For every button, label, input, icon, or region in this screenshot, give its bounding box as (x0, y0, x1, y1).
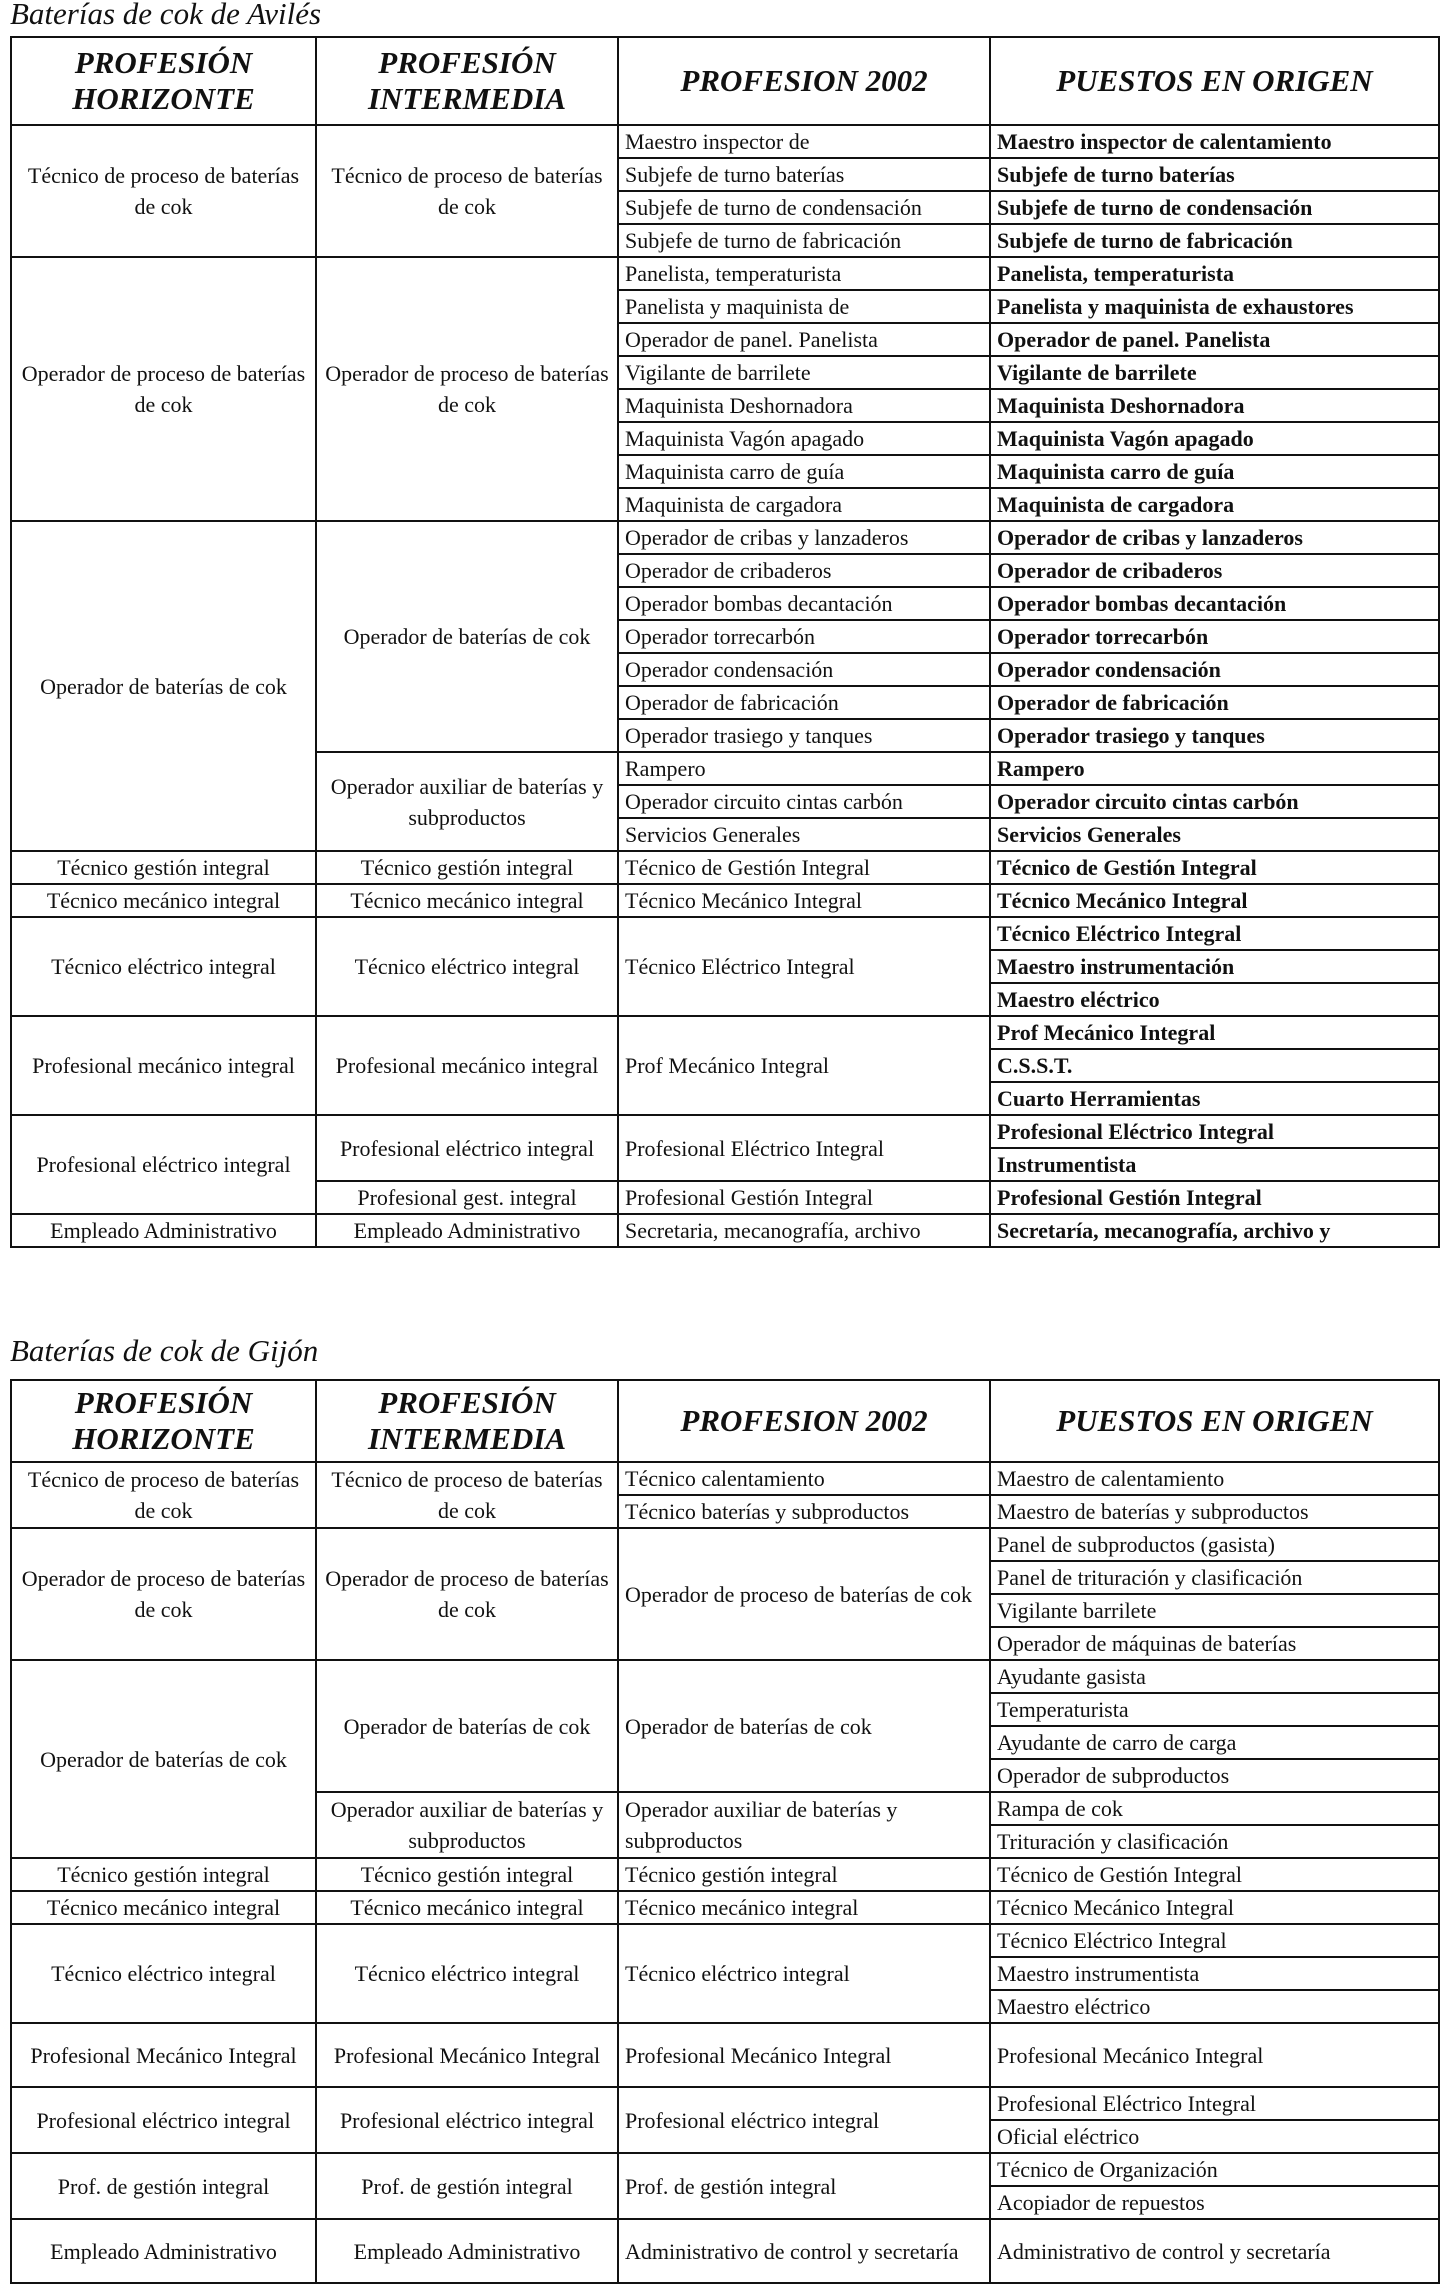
header-profesion-2002: PROFESION 2002 (618, 1380, 990, 1462)
profesion-2002-cell: Profesional Gestión Integral (618, 1181, 990, 1214)
puesto-origen-cell: Panelista y maquinista de exhaustores (990, 290, 1439, 323)
table-row (11, 917, 1439, 950)
puesto-origen-cell: Rampero (990, 752, 1439, 785)
puesto-origen-cell: Ayudante gasista (990, 1660, 1439, 1693)
puesto-origen-cell: Maestro de calentamiento (990, 1462, 1439, 1495)
header-puestos-origen: PUESTOS EN ORIGEN (990, 1380, 1439, 1462)
profesion-intermedia-cell: Técnico de proceso de baterías de cok (316, 1462, 618, 1528)
puesto-origen-cell: Maquinista Vagón apagado (990, 422, 1439, 455)
puesto-origen-cell: Técnico Mecánico Integral (990, 884, 1439, 917)
puesto-origen-cell: Servicios Generales (990, 818, 1439, 851)
profesion-horizonte-cell: Técnico de proceso de baterías de cok (11, 125, 316, 257)
table-row (11, 1462, 1439, 1495)
profesion-intermedia-cell: Operador auxiliar de baterías y subproductos (316, 752, 618, 851)
puesto-origen-cell: Operador de subproductos (990, 1759, 1439, 1792)
puesto-origen-cell: Acopiador de repuestos (990, 2186, 1439, 2219)
puesto-origen-cell: Técnico de Gestión Integral (990, 1858, 1439, 1891)
header-horizonte: PROFESIÓN HORIZONTE (11, 37, 316, 125)
header-horizonte: PROFESIÓN HORIZONTE (11, 1380, 316, 1462)
profesion-intermedia-cell: Operador de proceso de baterías de cok (316, 1528, 618, 1660)
profesion-horizonte-cell: Operador de proceso de baterías de cok (11, 257, 316, 521)
profesion-horizonte-cell: Prof. de gestión integral (11, 2153, 316, 2219)
profesion-intermedia-cell: Prof. de gestión integral (316, 2153, 618, 2219)
header-intermedia: PROFESIÓN INTERMEDIA (316, 37, 618, 125)
puesto-origen-cell: Operador de fabricación (990, 686, 1439, 719)
puesto-origen-cell: Maquinista de cargadora (990, 488, 1439, 521)
profesion-horizonte-cell: Operador de baterías de cok (11, 1660, 316, 1858)
puesto-origen-cell: Maestro inspector de calentamiento (990, 125, 1439, 158)
profesion-2002-cell: Profesional Eléctrico Integral (618, 1115, 990, 1181)
profesion-2002-cell: Operador condensación (618, 653, 990, 686)
table-row (11, 1115, 1439, 1148)
profesion-horizonte-cell: Técnico gestión integral (11, 851, 316, 884)
section-title-gijon: Baterías de cok de Gijón (10, 1333, 319, 1368)
profesion-2002-cell: Prof. de gestión integral (618, 2153, 990, 2219)
puesto-origen-cell: Técnico Mecánico Integral (990, 1891, 1439, 1924)
profesion-intermedia-cell: Operador auxiliar de baterías y subproductos (316, 1792, 618, 1858)
puesto-origen-cell: Panelista, temperaturista (990, 257, 1439, 290)
puesto-origen-cell: Técnico Eléctrico Integral (990, 1924, 1439, 1957)
profesion-2002-cell: Maquinista Deshornadora (618, 389, 990, 422)
profesion-2002-cell: Panelista, temperaturista (618, 257, 990, 290)
profesion-horizonte-cell: Técnico gestión integral (11, 1858, 316, 1891)
profesion-2002-cell: Subjefe de turno baterías (618, 158, 990, 191)
puesto-origen-cell: Subjefe de turno de fabricación (990, 224, 1439, 257)
profesion-intermedia-cell: Técnico eléctrico integral (316, 917, 618, 1016)
table-gijon (10, 1379, 1440, 2284)
profesion-intermedia-cell: Empleado Administrativo (316, 2219, 618, 2283)
table-body (11, 125, 1439, 1247)
profesion-2002-cell: Técnico baterías y subproductos (618, 1495, 990, 1528)
profesion-intermedia-cell: Técnico gestión integral (316, 851, 618, 884)
table-row (11, 521, 1439, 554)
profesion-intermedia-cell: Operador de baterías de cok (316, 1660, 618, 1792)
header-row (11, 1380, 1439, 1462)
table-row (11, 2087, 1439, 2120)
puesto-origen-cell: Operador de máquinas de baterías (990, 1627, 1439, 1660)
profesion-2002-cell: Maquinista Vagón apagado (618, 422, 990, 455)
profesion-2002-cell: Operador de panel. Panelista (618, 323, 990, 356)
puesto-origen-cell: Operador bombas decantación (990, 587, 1439, 620)
profesion-horizonte-cell: Operador de baterías de cok (11, 521, 316, 851)
puesto-origen-cell: Oficial eléctrico (990, 2120, 1439, 2153)
profesion-2002-cell: Maquinista de cargadora (618, 488, 990, 521)
puesto-origen-cell: Técnico de Gestión Integral (990, 851, 1439, 884)
puesto-origen-cell: Técnico de Organización (990, 2153, 1439, 2186)
profesion-horizonte-cell: Profesional eléctrico integral (11, 2087, 316, 2153)
profesion-2002-cell: Técnico Eléctrico Integral (618, 917, 990, 1016)
profesion-horizonte-cell: Técnico de proceso de baterías de cok (11, 1462, 316, 1528)
puesto-origen-cell: Operador circuito cintas carbón (990, 785, 1439, 818)
profesion-2002-cell: Técnico de Gestión Integral (618, 851, 990, 884)
profesion-2002-cell: Operador circuito cintas carbón (618, 785, 990, 818)
puesto-origen-cell: Administrativo de control y secretaría (990, 2219, 1439, 2283)
profesion-intermedia-cell: Empleado Administrativo (316, 1214, 618, 1247)
profesion-intermedia-cell: Profesional eléctrico integral (316, 1115, 618, 1181)
profesion-2002-cell: Subjefe de turno de fabricación (618, 224, 990, 257)
puesto-origen-cell: Profesional Gestión Integral (990, 1181, 1439, 1214)
profesion-2002-cell: Operador de fabricación (618, 686, 990, 719)
table-row (11, 1528, 1439, 1561)
profesion-2002-cell: Técnico eléctrico integral (618, 1924, 990, 2023)
profesion-2002-cell: Panelista y maquinista de (618, 290, 990, 323)
puesto-origen-cell: Maquinista Deshornadora (990, 389, 1439, 422)
puesto-origen-cell: Maestro de baterías y subproductos (990, 1495, 1439, 1528)
table-row (11, 257, 1439, 290)
puesto-origen-cell: Técnico Eléctrico Integral (990, 917, 1439, 950)
profesion-intermedia-cell: Profesional eléctrico integral (316, 2087, 618, 2153)
profesion-2002-cell: Profesional eléctrico integral (618, 2087, 990, 2153)
puesto-origen-cell: Instrumentista (990, 1148, 1439, 1181)
header-profesion-2002: PROFESION 2002 (618, 37, 990, 125)
puesto-origen-cell: Profesional Mecánico Integral (990, 2023, 1439, 2087)
table-row (11, 2153, 1439, 2186)
profesion-2002-cell: Operador de proceso de baterías de cok (618, 1528, 990, 1660)
profesion-horizonte-cell: Técnico mecánico integral (11, 1891, 316, 1924)
header-intermedia: PROFESIÓN INTERMEDIA (316, 1380, 618, 1462)
table-row (11, 2219, 1439, 2251)
profesion-2002-cell: Subjefe de turno de condensación (618, 191, 990, 224)
puesto-origen-cell: Maestro eléctrico (990, 983, 1439, 1016)
profesion-intermedia-cell: Profesional mecánico integral (316, 1016, 618, 1115)
profesion-horizonte-cell: Empleado Administrativo (11, 2219, 316, 2283)
table-row (11, 1924, 1439, 1957)
header-puestos-origen: PUESTOS EN ORIGEN (990, 37, 1439, 125)
puesto-origen-cell: Operador trasiego y tanques (990, 719, 1439, 752)
puesto-origen-cell: Profesional Eléctrico Integral (990, 1115, 1439, 1148)
profesion-2002-cell: Profesional Mecánico Integral (618, 2023, 990, 2087)
table-row (11, 851, 1439, 884)
profesion-horizonte-cell: Técnico eléctrico integral (11, 917, 316, 1016)
profesion-2002-cell: Técnico Mecánico Integral (618, 884, 990, 917)
puesto-origen-cell: Operador de cribas y lanzaderos (990, 521, 1439, 554)
profesion-horizonte-cell: Profesional eléctrico integral (11, 1115, 316, 1214)
puesto-origen-cell: Profesional Eléctrico Integral (990, 2087, 1439, 2120)
profesion-2002-cell: Técnico gestión integral (618, 1858, 990, 1891)
profesion-2002-cell: Servicios Generales (618, 818, 990, 851)
table-row (11, 125, 1439, 158)
profesion-2002-cell: Vigilante de barrilete (618, 356, 990, 389)
puesto-origen-cell: Subjefe de turno baterías (990, 158, 1439, 191)
profesion-2002-cell: Administrativo de control y secretaría (618, 2219, 990, 2283)
puesto-origen-cell: Panel de subproductos (gasista) (990, 1528, 1439, 1561)
puesto-origen-cell: Cuarto Herramientas (990, 1082, 1439, 1115)
profesion-horizonte-cell: Profesional mecánico integral (11, 1016, 316, 1115)
table-row (11, 884, 1439, 917)
profesion-2002-cell: Prof Mecánico Integral (618, 1016, 990, 1115)
profesion-intermedia-cell: Operador de baterías de cok (316, 521, 618, 752)
puesto-origen-cell: Secretaría, mecanografía, archivo y (990, 1214, 1439, 1247)
profesion-horizonte-cell: Empleado Administrativo (11, 1214, 316, 1247)
profesion-intermedia-cell: Profesional gest. integral (316, 1181, 618, 1214)
profesion-horizonte-cell: Operador de proceso de baterías de cok (11, 1528, 316, 1660)
puesto-origen-cell: Maestro eléctrico (990, 1990, 1439, 2023)
profesion-horizonte-cell: Técnico mecánico integral (11, 884, 316, 917)
puesto-origen-cell: Vigilante barrilete (990, 1594, 1439, 1627)
table-row (11, 1016, 1439, 1049)
profesion-2002-cell: Operador de cribas y lanzaderos (618, 521, 990, 554)
profesion-2002-cell: Técnico calentamiento (618, 1462, 990, 1495)
puesto-origen-cell: Rampa de cok (990, 1792, 1439, 1825)
profesion-2002-cell: Maquinista carro de guía (618, 455, 990, 488)
profesion-intermedia-cell: Profesional Mecánico Integral (316, 2023, 618, 2087)
puesto-origen-cell: Ayudante de carro de carga (990, 1726, 1439, 1759)
profesion-2002-cell: Operador torrecarbón (618, 620, 990, 653)
profesion-2002-cell: Técnico mecánico integral (618, 1891, 990, 1924)
puesto-origen-cell: Maestro instrumentista (990, 1957, 1439, 1990)
puesto-origen-cell: Subjefe de turno de condensación (990, 191, 1439, 224)
section-title-aviles: Baterías de cok de Avilés (10, 0, 322, 31)
profesion-2002-cell: Operador auxiliar de baterías y subproductos (618, 1792, 990, 1858)
profesion-2002-cell: Maestro inspector de (618, 125, 990, 158)
table-row (11, 1858, 1439, 1891)
profesion-intermedia-cell: Técnico gestión integral (316, 1858, 618, 1891)
table-row (11, 1214, 1439, 1247)
profesion-2002-cell: Rampero (618, 752, 990, 785)
table-aviles (10, 36, 1440, 1248)
profesion-2002-cell: Operador de baterías de cok (618, 1660, 990, 1792)
table-row (11, 1660, 1439, 1693)
profesion-horizonte-cell: Profesional Mecánico Integral (11, 2023, 316, 2087)
profesion-intermedia-cell: Técnico mecánico integral (316, 884, 618, 917)
puesto-origen-cell: Temperaturista (990, 1693, 1439, 1726)
profesion-intermedia-cell: Operador de proceso de baterías de cok (316, 257, 618, 521)
puesto-origen-cell: Prof Mecánico Integral (990, 1016, 1439, 1049)
profesion-2002-cell: Operador de cribaderos (618, 554, 990, 587)
profesion-2002-cell: Secretaria, mecanografía, archivo (618, 1214, 990, 1247)
puesto-origen-cell: Maestro instrumentación (990, 950, 1439, 983)
profesion-intermedia-cell: Técnico mecánico integral (316, 1891, 618, 1924)
puesto-origen-cell: Maquinista carro de guía (990, 455, 1439, 488)
puesto-origen-cell: C.S.S.T. (990, 1049, 1439, 1082)
puesto-origen-cell: Panel de trituración y clasificación (990, 1561, 1439, 1594)
table-row (11, 1891, 1439, 1924)
puesto-origen-cell: Vigilante de barrilete (990, 356, 1439, 389)
puesto-origen-cell: Operador de panel. Panelista (990, 323, 1439, 356)
puesto-origen-cell: Trituración y clasificación (990, 1825, 1439, 1858)
puesto-origen-cell: Operador torrecarbón (990, 620, 1439, 653)
puesto-origen-cell: Operador de cribaderos (990, 554, 1439, 587)
profesion-horizonte-cell: Técnico eléctrico integral (11, 1924, 316, 2023)
profesion-2002-cell: Operador bombas decantación (618, 587, 990, 620)
profesion-intermedia-cell: Técnico eléctrico integral (316, 1924, 618, 2023)
table-row (11, 2023, 1439, 2055)
puesto-origen-cell: Operador condensación (990, 653, 1439, 686)
table-body (11, 1462, 1439, 2283)
profesion-intermedia-cell: Técnico de proceso de baterías de cok (316, 125, 618, 257)
profesion-2002-cell: Operador trasiego y tanques (618, 719, 990, 752)
header-row (11, 37, 1439, 125)
